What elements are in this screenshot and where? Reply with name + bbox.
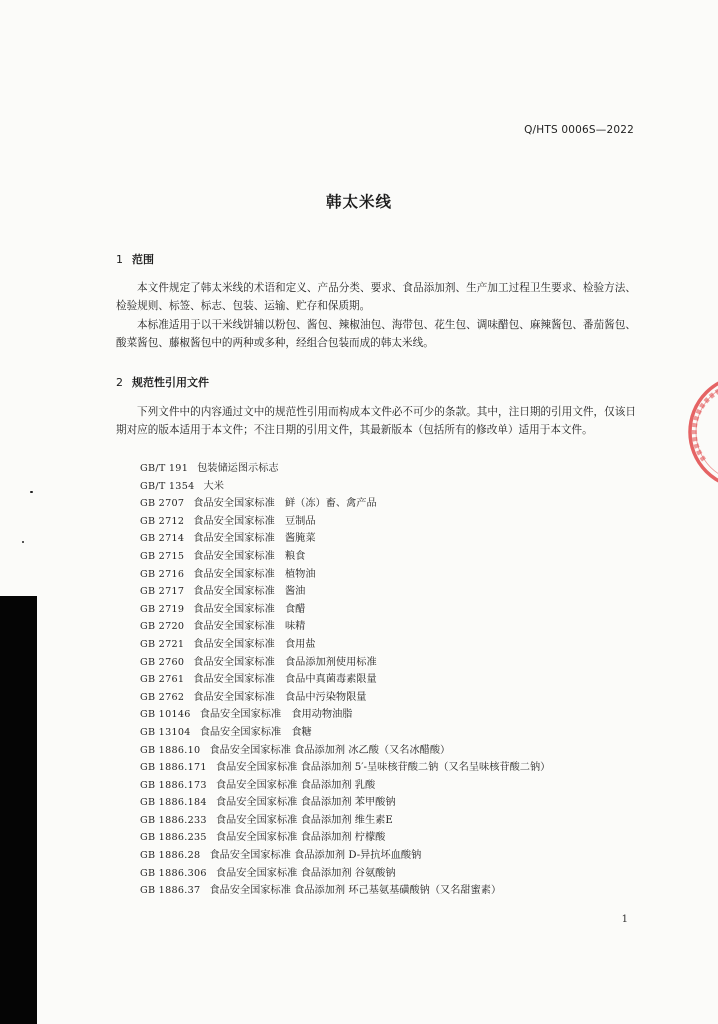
reference-item [140, 812, 620, 830]
reference-item [140, 460, 620, 478]
reference-code: GB 13104 [140, 726, 191, 738]
reference-item [140, 601, 620, 619]
reference-title: 食品安全国家标准 食用动物油脂 [199, 709, 353, 721]
reference-code: GB 2715 [140, 550, 185, 562]
scan-dark-edge [0, 596, 37, 1024]
document-title: 韩太米线 [325, 193, 392, 211]
reference-code: GB 10146 [140, 709, 191, 721]
reference-item [140, 583, 620, 601]
reference-title: 包装储运图示标志 [197, 463, 279, 474]
reference-item [140, 706, 620, 724]
reference-title: 食品安全国家标准 食品添加剂 环己基氨基磺酸钠（又名甜蜜素） [209, 885, 502, 897]
reference-title: 食品安全国家标准 豆制品 [193, 515, 316, 527]
document-code: Q/HTS 0006S—2022 [524, 124, 634, 136]
reference-item [140, 530, 620, 548]
section-heading-normative-references [116, 374, 209, 390]
reference-item [140, 847, 620, 865]
reference-title: 食品安全国家标准 食醋 [193, 603, 306, 615]
reference-title: 食品安全国家标准 酱腌菜 [193, 533, 316, 545]
reference-code: GB 2761 [140, 674, 185, 686]
section-heading-scope [116, 251, 154, 267]
reference-item [140, 882, 620, 900]
reference-title: 食品安全国家标准 食品添加剂使用标准 [193, 656, 377, 668]
reference-title: 食品安全国家标准 食品添加剂 冰乙酸（又名冰醋酸） [209, 744, 451, 756]
reference-title: 食品安全国家标准 食品添加剂 乳酸 [215, 779, 376, 791]
reference-title: 大米 [203, 480, 224, 492]
reference-item [140, 777, 620, 795]
reference-item [140, 566, 620, 584]
reference-code: GB/T 191 [140, 463, 189, 474]
reference-code: GB 2720 [140, 621, 185, 633]
section-number: 1 [116, 253, 123, 266]
reference-code: GB 2719 [140, 603, 185, 615]
reference-item [140, 618, 620, 636]
reference-item [140, 865, 620, 883]
reference-code: GB 1886.184 [140, 797, 207, 809]
reference-item [140, 689, 620, 707]
company-seal-stamp [686, 372, 718, 492]
reference-code: GB 1886.306 [140, 867, 207, 879]
reference-title: 食品安全国家标准 植物油 [193, 568, 316, 580]
reference-title: 食品安全国家标准 味精 [193, 621, 306, 633]
scope-paragraph-1: 本文件规定了韩太米线的术语和定义、产品分类、要求、食品添加剂、生产加工过程卫生要求、检验方法、检验规则、标签、标志、包装、运输、贮存和保质期。 [116, 281, 636, 313]
reference-code: GB 2716 [140, 568, 185, 580]
reference-title: 食品安全国家标准 食品中污染物限量 [193, 691, 367, 703]
reference-code: GB 2707 [140, 498, 185, 510]
normative-intro-paragraph: 下列文件中的内容通过文中的规范性引用而构成本文件必不可少的条款。其中，注日期的引用文件，仅该日期对应的版本适用于本文件；不注日期的引用文件，其最新版本（包括所有的修改单）适用于本文件。 [116, 405, 636, 437]
reference-title: 食品安全国家标准 食品添加剂 D-异抗坏血酸钠 [209, 850, 422, 862]
reference-title: 食品安全国家标准 食品中真菌毒素限量 [193, 674, 377, 686]
reference-item [140, 742, 620, 760]
reference-code: GB 2712 [140, 515, 185, 527]
reference-item [140, 671, 620, 689]
section-title: 范围 [132, 253, 154, 266]
section-title: 规范性引用文件 [132, 376, 209, 389]
reference-code: GB 1886.173 [140, 779, 207, 791]
reference-code: GB 1886.28 [140, 850, 201, 862]
reference-code: GB 2717 [140, 586, 185, 598]
reference-code: GB 2721 [140, 638, 185, 650]
reference-item [140, 724, 620, 742]
reference-item [140, 829, 620, 847]
reference-title: 食品安全国家标准 粮食 [193, 550, 306, 562]
reference-code: GB 2714 [140, 533, 185, 545]
scan-speck [22, 541, 24, 543]
reference-code: GB 2762 [140, 691, 185, 703]
reference-title: 食品安全国家标准 食品添加剂 维生素E [215, 814, 393, 826]
reference-code: GB/T 1354 [140, 480, 195, 492]
reference-item [140, 478, 620, 496]
reference-item [140, 654, 620, 672]
reference-code: GB 2760 [140, 656, 185, 668]
reference-item [140, 759, 620, 777]
section-number: 2 [116, 376, 123, 389]
reference-title: 食品安全国家标准 食品添加剂 苯甲酸钠 [215, 797, 396, 809]
reference-item [140, 495, 620, 513]
reference-title: 食品安全国家标准 酱油 [193, 586, 306, 598]
scan-speck [30, 491, 33, 493]
reference-title: 食品安全国家标准 食用盐 [193, 638, 316, 650]
reference-code: GB 1886.233 [140, 814, 207, 826]
reference-title: 食品安全国家标准 食品添加剂 谷氨酸钠 [215, 867, 396, 879]
reference-code: GB 1886.10 [140, 744, 201, 756]
reference-code: GB 1886.171 [140, 762, 207, 774]
reference-item [140, 794, 620, 812]
reference-code: GB 1886.37 [140, 885, 201, 897]
reference-title: 食品安全国家标准 食品添加剂 柠檬酸 [215, 832, 386, 844]
reference-title: 食品安全国家标准 食糖 [199, 726, 312, 738]
reference-title: 食品安全国家标准 鲜（冻）畜、禽产品 [193, 498, 377, 510]
reference-item [140, 513, 620, 531]
page-number: 1 [621, 914, 628, 925]
scope-paragraph-2: 本标准适用于以干米线饼辅以粉包、酱包、辣椒油包、海带包、花生包、调味醋包、麻辣酱包、番茄酱包、酸菜酱包、藤椒酱包中的两种或多种，经组合包装而成的韩太米线。 [116, 318, 636, 350]
reference-list [140, 460, 620, 900]
reference-item [140, 548, 620, 566]
reference-title: 食品安全国家标准 食品添加剂 5′-呈味核苷酸二钠（又名呈味核苷酸二钠） [215, 762, 551, 774]
reference-code: GB 1886.235 [140, 832, 207, 844]
reference-item [140, 636, 620, 654]
